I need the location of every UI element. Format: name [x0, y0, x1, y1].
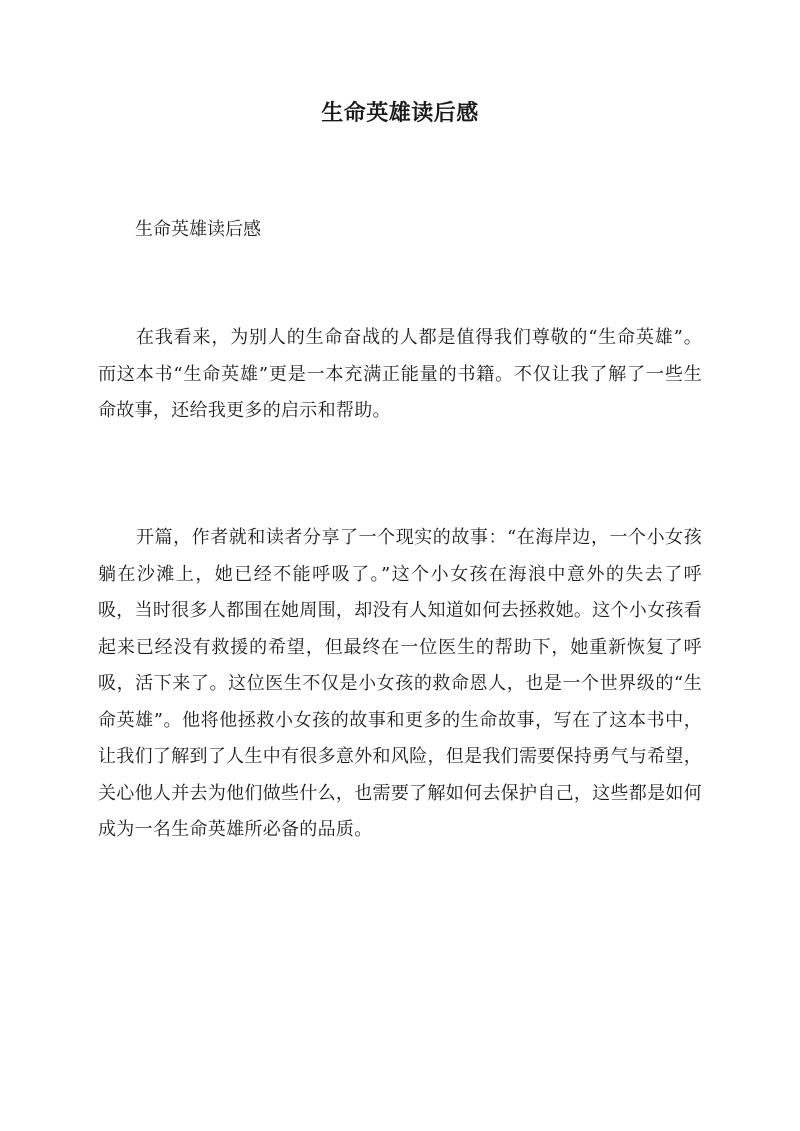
document-title: 生命英雄读后感: [321, 100, 479, 126]
paragraph-intro: 在我看来，为别人的生命奋战的人都是值得我们尊敬的“生命英雄”。而这本书“生命英雄”更是一本充满正能量的书籍。不仅让我了解了一些生命故事，还给我更多的启示和帮助。: [98, 327, 702, 421]
paragraph-story: 开篇，作者就和读者分享了一个现实的故事：“在海岸边，一个小女孩躺在沙滩上，她已经不能呼吸了。”这个小女孩在海浪中意外的失去了呼吸，当时很多人都围在她周围，却没有人知道如何去拯救她。这个小女孩看起来已经没有救援的希望，但最终在一位医生的帮助下，她重新恢复了呼吸，活下来了。这位医生不仅是小女孩的救命恩人，也是一个世界级的“生命英雄”。他将他拯救小女孩的故事和更多的生命故事，写在了这本书中，让我们了解到了人生中有很多意外和风险，但是我们需要保持勇气与希望，关心他人并去为他们做些什么，也需要了解如何去保护自己，这些都是如何成为一名生命英雄所必备的品质。: [98, 527, 702, 840]
document-subtitle: 生命英雄读后感: [135, 219, 261, 240]
